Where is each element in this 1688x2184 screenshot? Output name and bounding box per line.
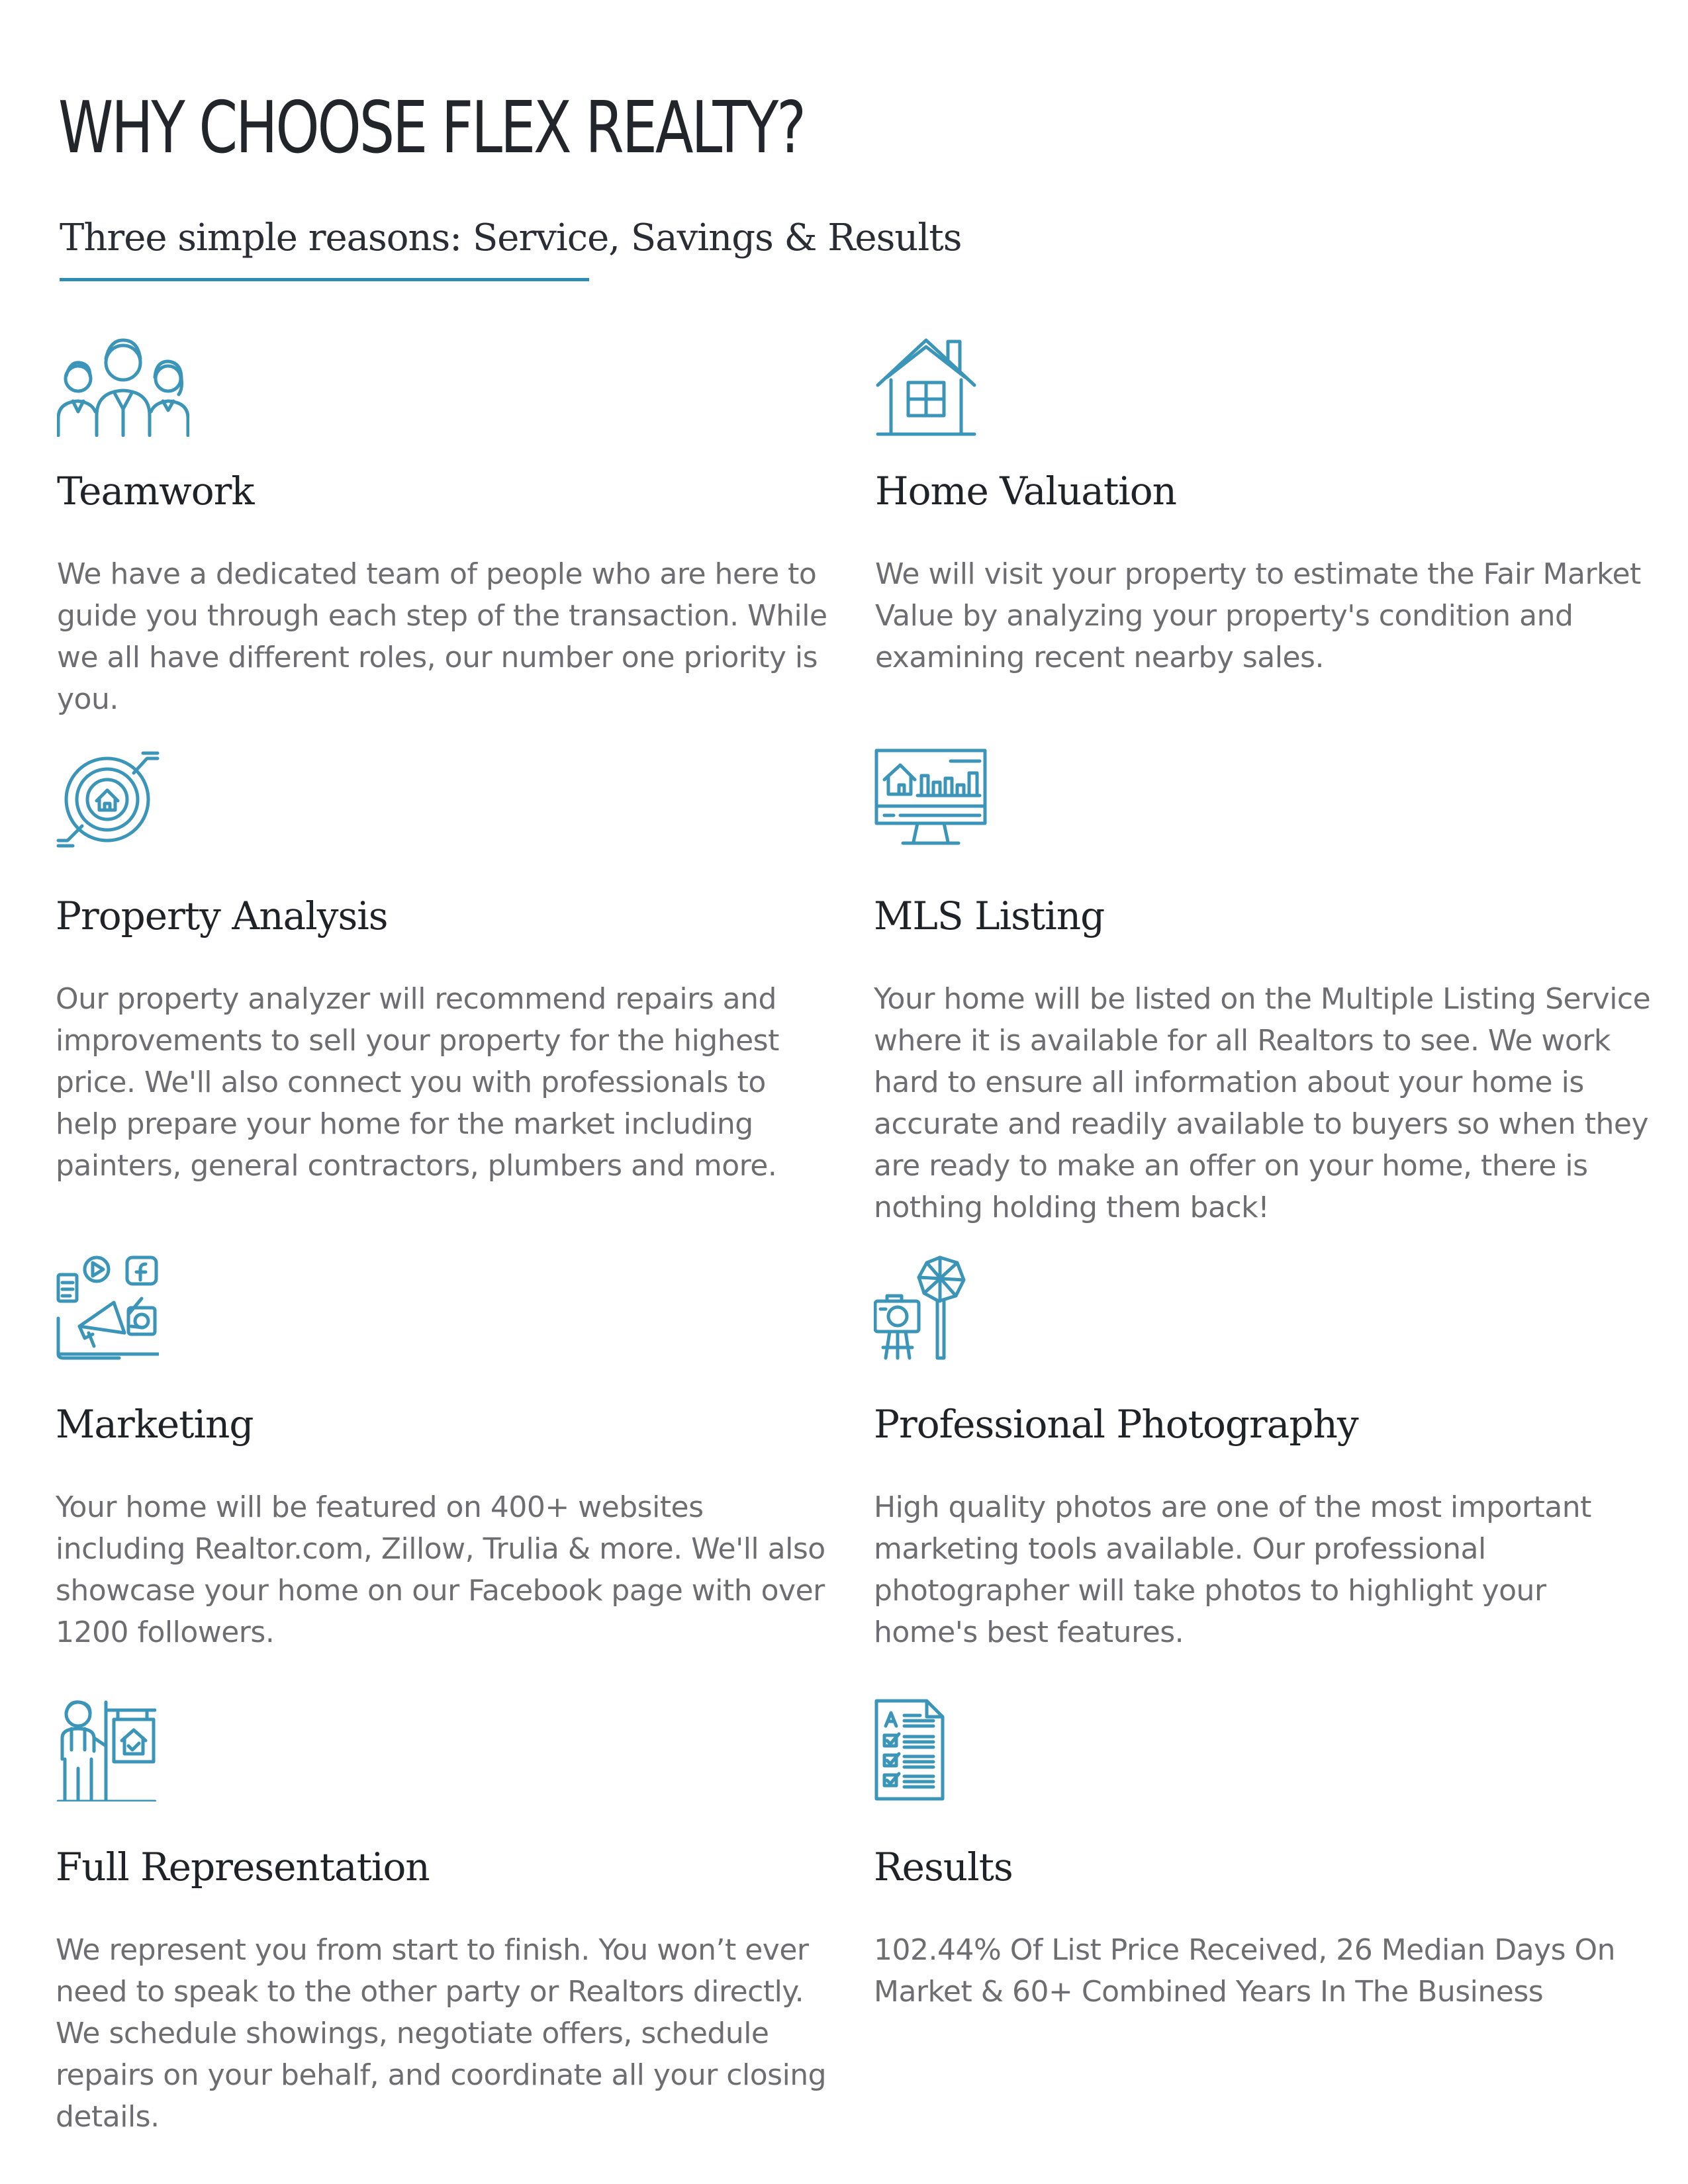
agent-sign-icon xyxy=(56,1698,156,1801)
checklist-document-icon xyxy=(874,1698,945,1801)
feature-description: We represent you from start to finish. You won’t ever need to speak to the other party or Realtors directly. We schedule showings, negotiate offers, schedule repairs on your behalf, and coordinate all your closing details. xyxy=(56,1933,827,2134)
feature-description: Your home will be featured on 400+ websites including Realtor.com, Zillow, Trulia & more. We'll also showcase your home on our Facebook page with over 1200 followers. xyxy=(56,1490,825,1649)
monitor-listing-icon xyxy=(874,747,988,850)
feature-title: Property Analysis xyxy=(56,893,388,938)
feature-title: Marketing xyxy=(56,1402,254,1447)
feature-title: Home Valuation xyxy=(875,469,1177,514)
feature-description: High quality photos are one of the most important marketing tools available. Our professional photographer will take photos to highlight your home's best features. xyxy=(874,1490,1591,1649)
feature-title: MLS Listing xyxy=(874,893,1105,938)
feature-description: Your home will be listed on the Multiple Listing Service where it is available for all Realtors to see. We work hard to ensure all information about your home is accurate and readily available to buyers so when they are ready to make an offer on your home, there is nothing holding them back! xyxy=(874,982,1651,1224)
subtitle-underline xyxy=(60,278,589,281)
feature-title: Teamwork xyxy=(57,469,254,514)
feature-title: Professional Photography xyxy=(874,1402,1358,1447)
feature-description: We have a dedicated team of people who are here to guide you through each step of the transaction. While we all have different roles, our number one priority is you. xyxy=(57,557,827,716)
feature-description: We will visit your property to estimate the Fair Market Value by analyzing your property's condition and examining recent nearby sales. xyxy=(875,557,1641,674)
house-icon xyxy=(875,336,977,437)
camera-lighting-icon xyxy=(874,1255,966,1361)
feature-title: Full Representation xyxy=(56,1844,430,1889)
property-target-icon xyxy=(56,747,162,850)
feature-description: Our property analyzer will recommend repairs and improvements to sell your property for the highest price. We'll also connect you with professionals to help prepare your home for the market including painters, general contractors, plumbers and more. xyxy=(56,982,779,1183)
megaphone-social-icon xyxy=(56,1255,159,1361)
feature-title: Results xyxy=(874,1844,1013,1889)
page-subtitle: Three simple reasons: Service, Savings & Results xyxy=(60,216,962,259)
team-icon xyxy=(57,331,189,437)
page-title: WHY CHOOSE FLEX REALTY? xyxy=(58,87,804,169)
feature-description: 102.44% Of List Price Received, 26 Median Days On Market & 60+ Combined Years In The Business xyxy=(874,1933,1616,2009)
